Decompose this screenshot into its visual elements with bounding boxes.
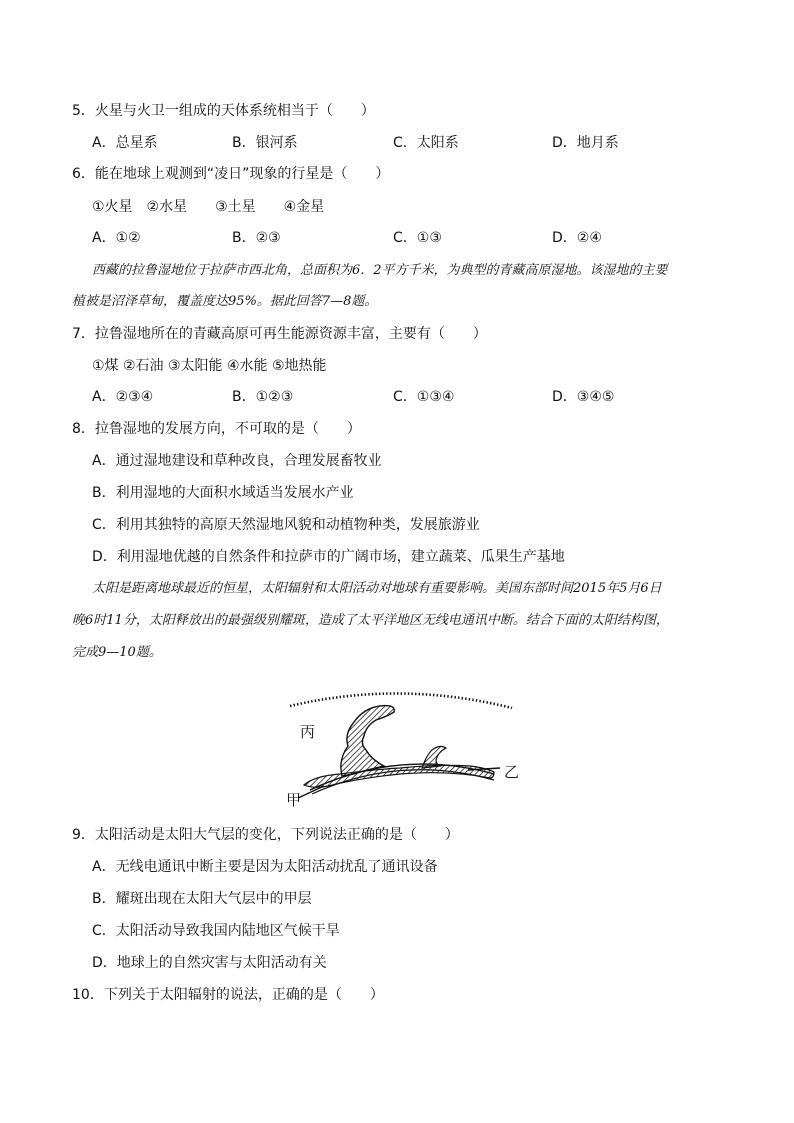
q5-option-a: A．总星系 [92, 135, 158, 151]
q6-option-a: A．①② [92, 230, 141, 246]
label-yi: 乙 [504, 763, 520, 781]
q9-option-c: C．太阳活动导致我国内陆地区气候干旱 [92, 923, 340, 939]
q5-stem: 5．火星与火卫一组成的天体系统相当于（ ） [72, 103, 375, 119]
q7-choices: ①煤 ②石油 ③太阳能 ④水能 ⑤地热能 [92, 358, 327, 374]
q8-option-b: B．利用湿地的大面积水域适当发展水产业 [92, 485, 354, 501]
q8-option-a: A．通过湿地建设和草种改良，合理发展畜牧业 [92, 453, 382, 469]
q7-option-d: D．③④⑤ [552, 389, 615, 405]
q5-option-d: D．地月系 [552, 135, 619, 151]
q8-option-c: C．利用其独特的高原天然湿地风貌和动植物种类，发展旅游业 [92, 517, 480, 533]
q6-choices: ①火星 ②水星 ③土星 ④金星 [92, 199, 325, 215]
passage2-line-2: 晚6时11分，太阳释放出的最强级别耀斑，造成了太平洋地区无线电通讯中断。结合下面的太阳结构图， [72, 613, 669, 628]
prominence-loop [341, 706, 394, 776]
q9-option-a: A．无线电通讯中断主要是因为太阳活动扰乱了通讯设备 [92, 859, 438, 875]
q6-option-d: D．②④ [552, 230, 602, 246]
passage1-line-1: 西藏的拉鲁湿地位于拉萨市西北角，总面积为6．2平方千米，为典型的青藏高原湿地。该湿地的主要 [92, 263, 668, 278]
q8-option-d: D．利用湿地优越的自然条件和拉萨市的广阔市场，建立蔬菜、瓜果生产基地 [92, 549, 565, 565]
chromosphere-band [304, 765, 494, 787]
q9-stem: 9．太阳活动是太阳大气层的变化，下列说法正确的是（ ） [72, 827, 459, 843]
q6-stem: 6．能在地球上观测到“凌日”现象的行星是（ ） [72, 166, 390, 182]
q8-stem: 8．拉鲁湿地的发展方向，不可取的是（ ） [72, 421, 361, 437]
q5-option-c: C．太阳系 [393, 135, 459, 151]
label-bing: 丙 [300, 723, 316, 741]
sun-structure-figure [280, 686, 520, 808]
passage2-line-3: 完成9—10题。 [72, 645, 162, 660]
q9-option-d: D．地球上的自然灾害与太阳活动有关 [92, 955, 327, 971]
label-jia: 甲 [286, 791, 302, 809]
q5-option-b: B．银河系 [232, 135, 298, 151]
q7-option-b: B．①②③ [232, 389, 294, 405]
corona-arc [290, 693, 512, 708]
passage1-line-2: 植被是沼泽草甸，覆盖度达95%。据此回答7—8题。 [72, 294, 378, 309]
q10-stem: 10．下列关于太阳辐射的说法，正确的是（ ） [72, 987, 384, 1003]
passage2-line-1: 太阳是距离地球最近的恒星，太阳辐射和太阳活动对地球有重要影响。美国东部时间2015年5月6日 [92, 581, 662, 596]
q7-stem: 7．拉鲁湿地所在的青藏高原可再生能源资源丰富，主要有（ ） [72, 326, 487, 342]
q9-option-b: B．耀斑出现在太阳大气层中的甲层 [92, 891, 312, 907]
pointer-jia [298, 786, 324, 798]
sun-structure-diagram [280, 686, 520, 808]
q6-option-c: C．①③ [393, 230, 442, 246]
q7-option-a: A．②③④ [92, 389, 154, 405]
q7-option-c: C．①③④ [393, 389, 455, 405]
q6-option-b: B．②③ [232, 230, 281, 246]
